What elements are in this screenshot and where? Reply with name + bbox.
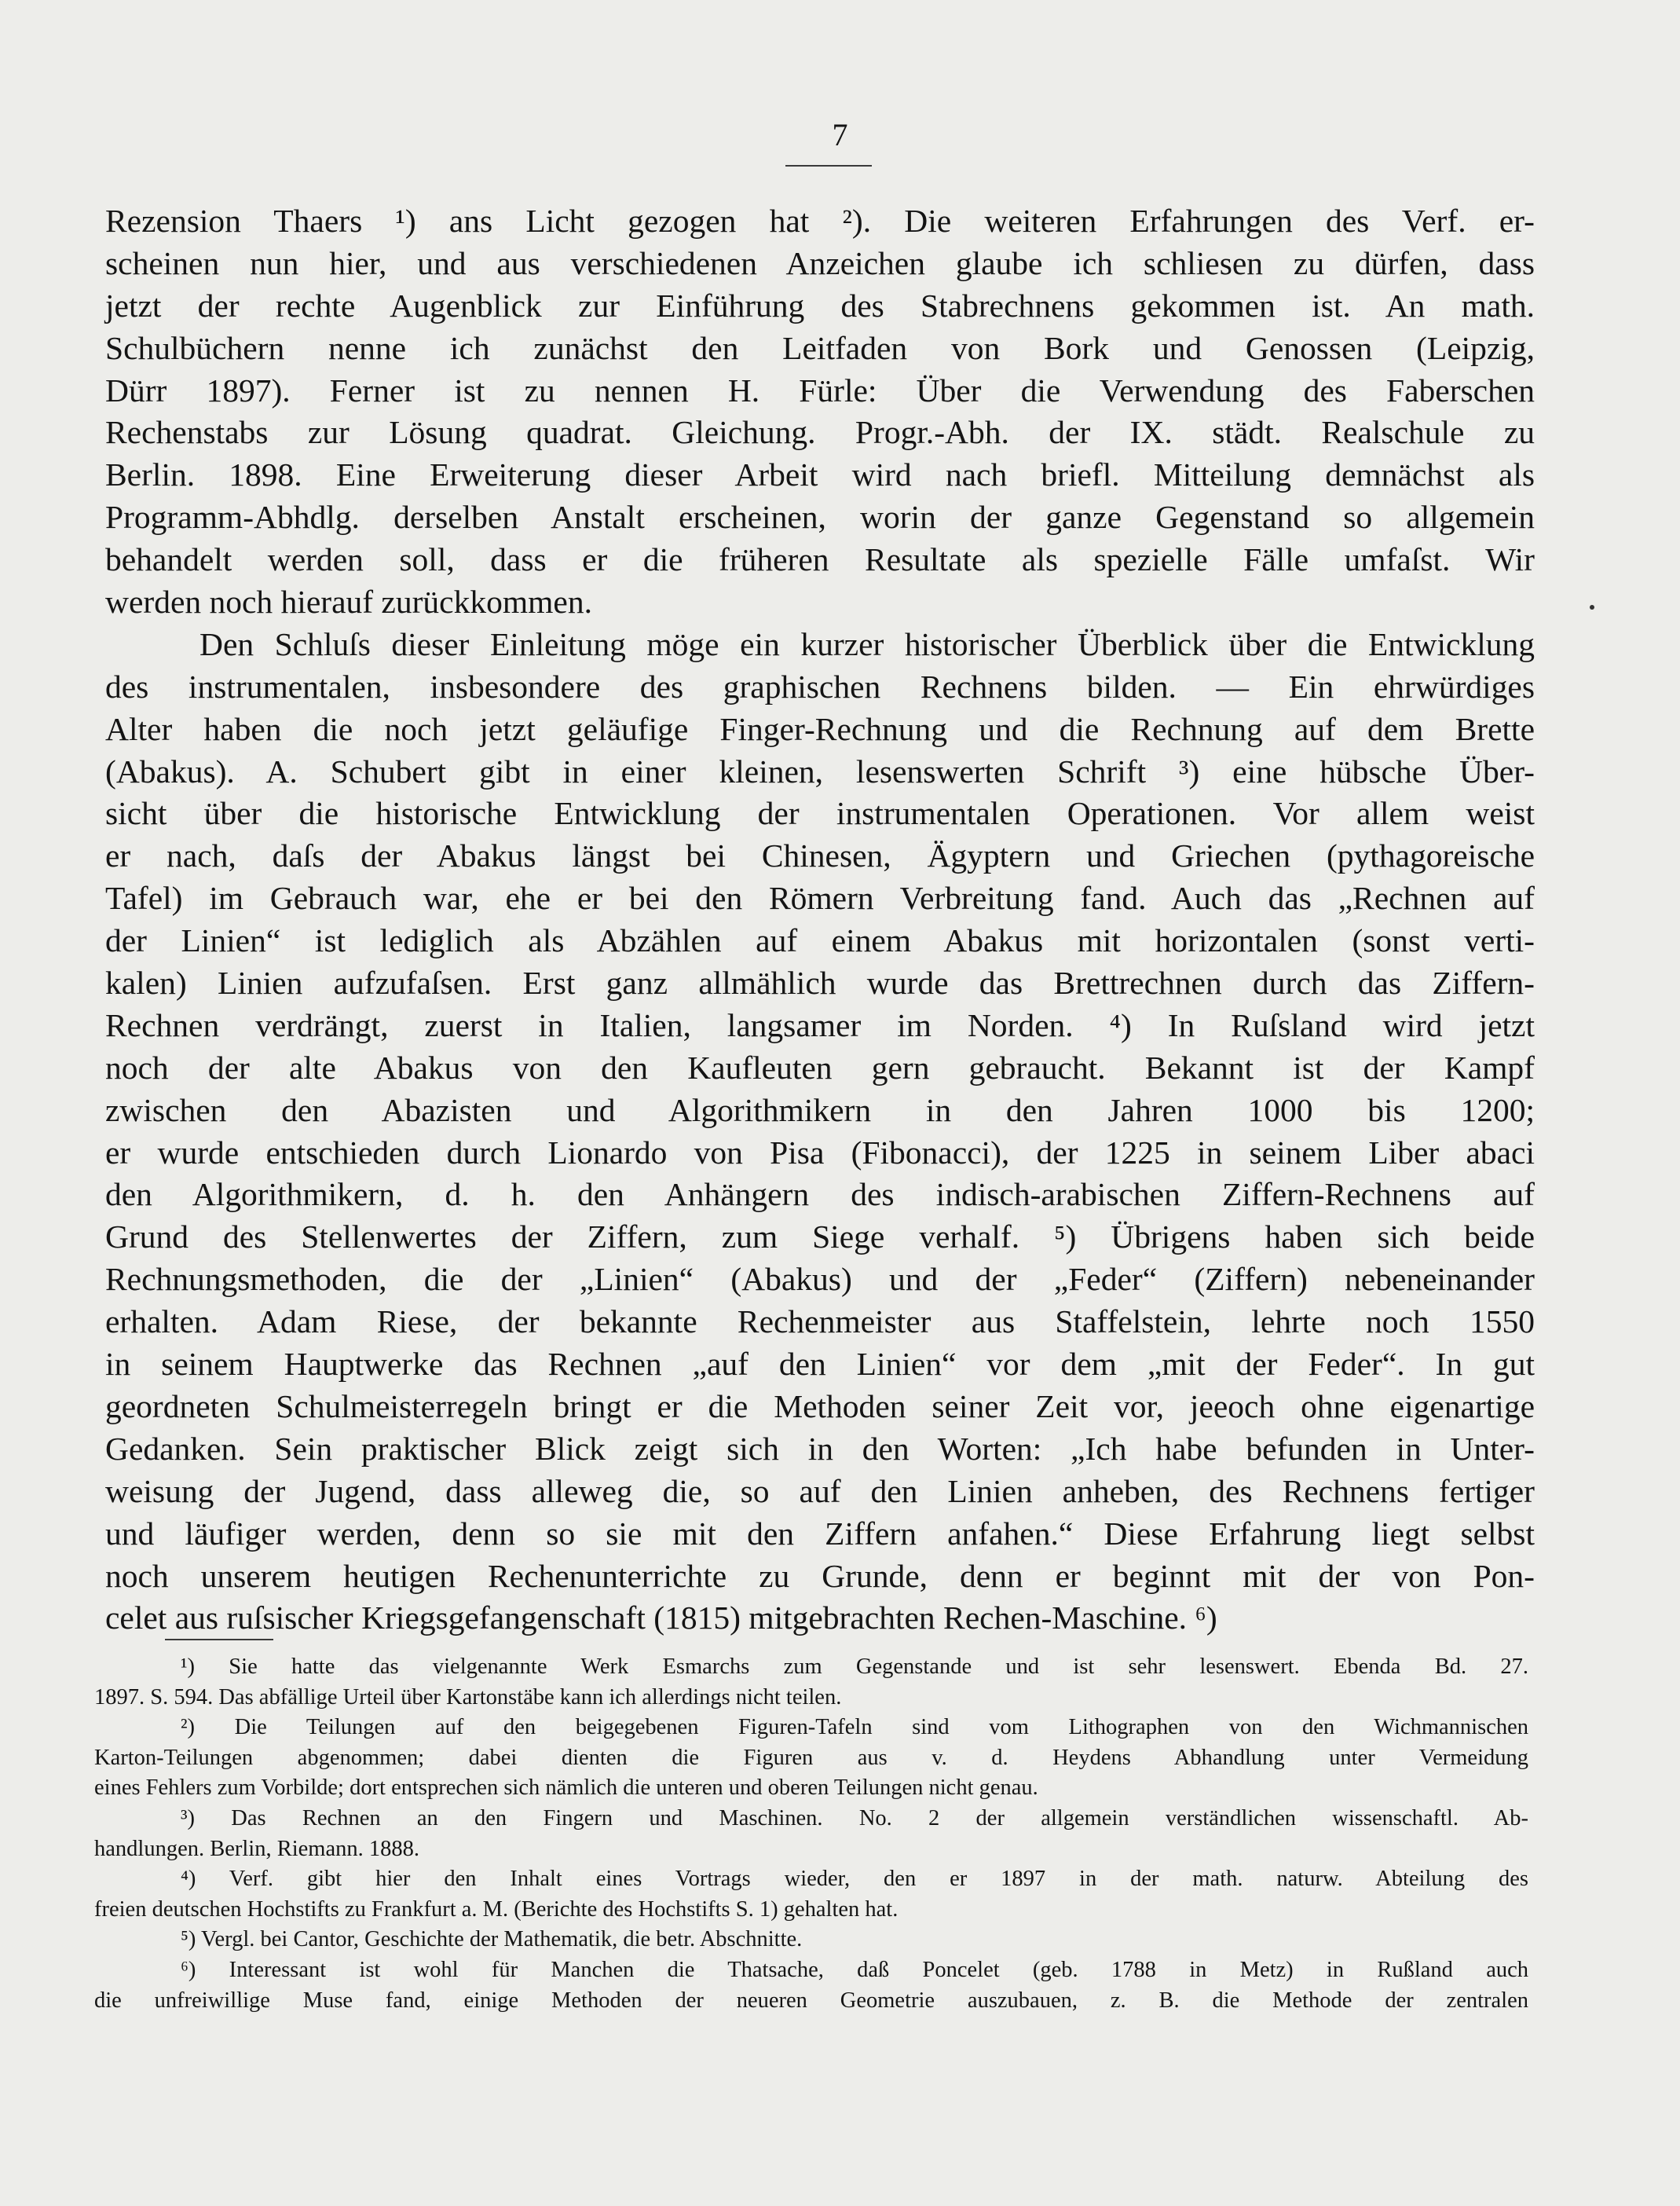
body-line: behandelt werden soll, dass er die früheren Resultate als spezielle Fälle umfaſst. Wir xyxy=(105,541,1535,578)
body-line: des instrumentalen, insbesondere des graphischen Rechnens bilden. — Ein ehrwürdiges xyxy=(105,668,1535,705)
body-line: scheinen nun hier, und aus verschiedenen Anzeichen glaube ich schliesen zu dürfen, dass xyxy=(105,244,1535,281)
footnote-line: die unfreiwillige Muse fand, einige Methoden der neueren Geometrie auszubauen, z. B. die Methode der zentralen xyxy=(94,1988,1528,2013)
footnote-line: ⁶) Interessant ist wohl für Manchen die Thatsache, daß Poncelet (geb. 1788 in Metz) in Rußland auch xyxy=(181,1957,1528,1982)
body-text xyxy=(105,200,1535,1640)
body-line: jetzt der rechte Augenblick zur Einführung des Stabrechnens gekommen ist. An math. xyxy=(105,287,1535,324)
body-line: Rezension Thaers ¹) ans Licht gezogen hat ²). Die weiteren Erfahrungen des Verf. er- xyxy=(105,203,1535,239)
body-line: noch der alte Abakus von den Kaufleuten gern gebraucht. Bekannt ist der Kampf xyxy=(105,1049,1535,1086)
body-line: zwischen den Abazisten und Algorithmikern in den Jahren 1000 bis 1200; xyxy=(105,1091,1535,1128)
footnote-line: ³) Das Rechnen an den Fingern und Maschinen. No. 2 der allgemein verständlichen wissenschaftl. Ab- xyxy=(181,1805,1528,1830)
body-line: celet aus ruſsischer Kriegsgefangenschaft (1815) mitgebrachten Rechen-Maschine. ⁶) xyxy=(105,1600,1217,1636)
page-number-rule xyxy=(785,165,872,167)
footnote-line: handlungen. Berlin, Riemann. 1888. xyxy=(94,1836,419,1861)
body-line: Programm-Abhdlg. derselben Anstalt erscheinen, worin der ganze Gegenstand so allgemein xyxy=(105,499,1535,536)
footnote-line: freien deutschen Hochstifts zu Frankfurt a. M. (Berichte des Hochstifts S. 1) gehalten hat. xyxy=(94,1896,899,1922)
footnote-line: ¹) Sie hatte das vielgenannte Werk Esmarchs zum Gegenstande und ist sehr lesenswert. Ebenda Bd. 27. xyxy=(181,1654,1528,1679)
body-line: und läufiger werden, denn so sie mit den Ziffern anfahen.“ Diese Erfahrung liegt selbst xyxy=(105,1515,1535,1552)
body-line: Dürr 1897). Ferner ist zu nennen H. Fürle: Über die Verwendung des Faberschen xyxy=(105,372,1535,409)
body-line: noch unserem heutigen Rechenunterrichte zu Grunde, denn er beginnt mit der von Pon- xyxy=(105,1557,1535,1594)
footnotes xyxy=(94,1652,1528,2016)
body-line: Rechnungsmethoden, die der „Linien“ (Abakus) und der „Feder“ (Ziffern) nebeneinander xyxy=(105,1261,1535,1298)
body-line: der Linien“ ist lediglich als Abzählen auf einem Abakus mit horizontalen (sonst verti- xyxy=(105,922,1535,959)
footnote-line: ⁵) Vergl. bei Cantor, Geschichte der Mathematik, die betr. Abschnitte. xyxy=(181,1927,803,1952)
body-line: Berlin. 1898. Eine Erweiterung dieser Arbeit wird nach briefl. Mitteilung demnächst als xyxy=(105,456,1535,493)
body-line: weisung der Jugend, dass alleweg die, so auf den Linien anheben, des Rechnens fertiger xyxy=(105,1472,1535,1509)
footnote-line: 1897. S. 594. Das abfällige Urteil über Kartonstäbe kann ich allerdings nicht teilen. xyxy=(94,1684,842,1709)
margin-speck xyxy=(1590,605,1594,610)
body-line: er nach, daſs der Abakus längst bei Chinesen, Ägyptern und Griechen (pythagoreische xyxy=(105,837,1535,874)
body-line: in seinem Hauptwerke das Rechnen „auf den Linien“ vor dem „mit der Feder“. In gut xyxy=(105,1346,1535,1383)
footnote-rule xyxy=(165,1639,273,1640)
body-line: den Algorithmikern, d. h. den Anhängern des indisch-arabischen Ziffern-Rechnens auf xyxy=(105,1176,1535,1213)
body-line: Rechnen verdrängt, zuerst in Italien, langsamer im Norden. ⁴) In Ruſsland wird jetzt xyxy=(105,1006,1535,1043)
body-line: werden noch hierauf zurückkommen. xyxy=(105,584,592,621)
body-line: sicht über die historische Entwicklung der instrumentalen Operationen. Vor allem weist xyxy=(105,795,1535,832)
footnote-line: ²) Die Teilungen auf den beigegebenen Figuren-Tafeln sind vom Lithographen von den Wichmannischen xyxy=(181,1715,1528,1740)
body-line: erhalten. Adam Riese, der bekannte Rechenmeister aus Staffelstein, lehrte noch 1550 xyxy=(105,1303,1535,1340)
footnote-line: Karton-Teilungen abgenommen; dabei dienten die Figuren aus v. d. Heydens Abhandlung unter Vermeidung xyxy=(94,1745,1528,1770)
body-line: kalen) Linien aufzufaſsen. Erst ganz allmählich wurde das Brettrechnen durch das Ziffern- xyxy=(105,965,1535,1002)
body-line: Tafel) im Gebrauch war, ehe er bei den Römern Verbreitung fand. Auch das „Rechnen auf xyxy=(105,880,1535,917)
body-line: (Abakus). A. Schubert gibt in einer kleinen, lesenswerten Schrift ³) eine hübsche Über- xyxy=(105,753,1535,790)
body-line: geordneten Schulmeisterregeln bringt er die Methoden seiner Zeit vor, jeeoch ohne eigenartige xyxy=(105,1387,1535,1424)
body-line: Grund des Stellenwertes der Ziffern, zum Siege verhalf. ⁵) Übrigens haben sich beide xyxy=(105,1218,1535,1255)
footnote-line: eines Fehlers zum Vorbilde; dort entsprechen sich nämlich die unteren und oberen Teilungen nicht genau. xyxy=(94,1775,1038,1801)
body-line: Den Schluſs dieser Einleitung möge ein kurzer historischer Überblick über die Entwicklung xyxy=(199,625,1535,662)
body-line: er wurde entschieden durch Lionardo von Pisa (Fibonacci), der 1225 in seinem Liber abaci xyxy=(105,1134,1535,1171)
page-number: 7 xyxy=(832,117,848,152)
body-line: Rechenstabs zur Lösung quadrat. Gleichung. Progr.-Abh. der IX. städt. Realschule zu xyxy=(105,414,1535,451)
body-line: Alter haben die noch jetzt geläufige Finger-Rechnung und die Rechnung auf dem Brette xyxy=(105,710,1535,747)
body-line: Schulbüchern nenne ich zunächst den Leitfaden von Bork und Genossen (Leipzig, xyxy=(105,329,1535,366)
body-line: Gedanken. Sein praktischer Blick zeigt sich in den Worten: „Ich habe befunden in Unter- xyxy=(105,1430,1535,1467)
footnote-line: ⁴) Verf. gibt hier den Inhalt eines Vortrags wieder, den er 1897 in der math. naturw. Abteilung des xyxy=(181,1867,1528,1892)
